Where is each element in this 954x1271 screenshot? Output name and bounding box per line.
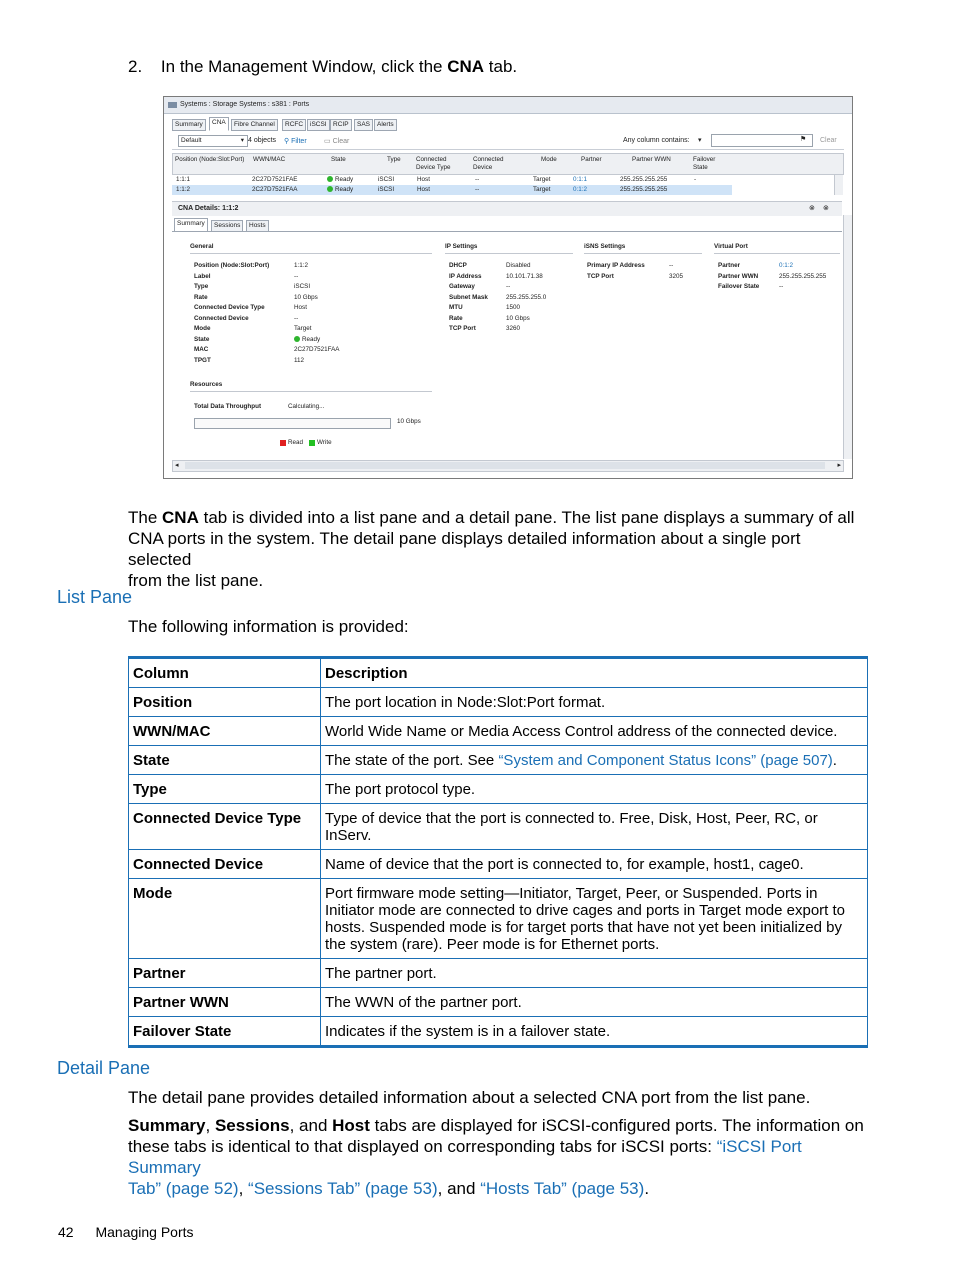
tab-fibre-channel[interactable]: Fibre Channel: [231, 119, 278, 131]
detail-scrollbar[interactable]: [172, 460, 844, 472]
row-name: Connected Device Type: [129, 804, 321, 850]
value-type: iSCSI: [294, 283, 311, 290]
table-row: [129, 959, 868, 988]
value-failover: --: [779, 283, 784, 290]
clear-label: Clear: [332, 138, 350, 145]
cell-wwn: 2C27D7521FAE: [252, 176, 298, 183]
row-name: Mode: [129, 879, 321, 959]
value-subnet: 255.255.255.0: [506, 293, 547, 301]
cell-state-text: Ready: [335, 186, 354, 193]
tab-cna[interactable]: CNA: [209, 117, 229, 131]
col-connected-device-type[interactable]: Connected Device Type: [416, 156, 451, 171]
intro-text-rest: tab is divided into a list pane and a detail pane. The list pane displays a summary of all: [198, 508, 855, 527]
window-titlebar: [164, 97, 852, 114]
chevron-down-icon[interactable]: ▾: [698, 137, 702, 144]
value-primary-ip: --: [669, 262, 674, 269]
value-partner-wwn: 255.255.255.255: [779, 272, 827, 280]
p2-text-2: these tabs is identical to that displayed on corresponding tabs for iSCSI ports:: [128, 1137, 717, 1156]
value-mac: 2C27D7521FAA: [294, 346, 340, 353]
table-row-selected[interactable]: [172, 185, 732, 195]
label-ip: IP Address: [449, 272, 482, 280]
resources-divider: [190, 391, 432, 392]
label-failover: Failover State: [718, 283, 760, 290]
value-ip: 10.101.71.38: [506, 272, 543, 280]
any-column-label: Any column contains:: [623, 137, 690, 144]
label-mac: MAC: [194, 346, 209, 353]
tab-sas[interactable]: SAS: [354, 119, 373, 131]
row-desc: Port firmware mode setting—Initiator, Target, Peer, or Suspended. Ports in Initiator mode are connected to drive cages and ports in Target mode export to hosts. Suspended mode is for target ports that have not yet been initialized by the system (rare). Peer mode is for Ethernet ports.: [321, 879, 868, 959]
row-name: Connected Device: [129, 850, 321, 879]
col-connected-device[interactable]: Connected Device: [473, 156, 504, 171]
iscsi-summary-link[interactable]: “iSCSI Port Summary: [128, 1137, 802, 1177]
row-desc: The WWN of the partner port.: [321, 988, 868, 1017]
cell-type: iSCSI: [378, 186, 395, 193]
header-description: Description: [321, 658, 868, 688]
cell-partner-wwn: 255.255.255.255: [620, 186, 668, 193]
label-tpgt: TPGT: [194, 356, 211, 364]
value-partner[interactable]: 0:1:2: [779, 262, 794, 269]
col-wwn[interactable]: WWN/MAC: [253, 156, 286, 163]
intro-text: The: [128, 508, 163, 527]
search-icon[interactable]: ⚑: [800, 136, 807, 143]
table-row: [129, 879, 868, 959]
label-isns-port: TCP Port: [587, 272, 614, 280]
cell-partner[interactable]: 0:1:1: [573, 176, 588, 183]
read-legend-swatch: [280, 440, 286, 446]
value-tcp-port: 3260: [506, 325, 521, 332]
clear-button[interactable]: [324, 137, 349, 145]
p2-end: .: [644, 1179, 650, 1198]
row-name: Failover State: [129, 1017, 321, 1047]
step-bold: CNA: [447, 57, 485, 76]
detail-tab-summary[interactable]: Summary: [174, 218, 208, 232]
step-text-after: tab.: [484, 57, 518, 76]
value-mode: Target: [294, 325, 312, 332]
label-cd: Connected Device: [194, 314, 249, 322]
value-cd: --: [294, 314, 299, 322]
cell-cdt: Host: [417, 186, 430, 193]
cell-state: [327, 185, 353, 195]
row-name: Partner WWN: [129, 988, 321, 1017]
p2-line-2: [128, 1136, 873, 1178]
write-legend-label: Write: [317, 439, 332, 446]
eraser-icon: ▭: [324, 138, 331, 145]
col-mode[interactable]: Mode: [541, 156, 557, 163]
cell-state: [327, 175, 353, 185]
value-ip-rate: 10 Gbps: [506, 314, 530, 322]
col-failover-state[interactable]: Failover State: [693, 156, 716, 171]
cell-mode: Target: [533, 186, 551, 193]
list-scrollbar[interactable]: [834, 175, 843, 195]
intro-line-3: from the list pane.: [128, 571, 264, 590]
row-desc: The port protocol type.: [321, 775, 868, 804]
chevron-down-icon: ▾: [240, 137, 244, 144]
row-desc-end: .: [832, 752, 837, 769]
ip-divider: [445, 253, 573, 254]
cell-cdt: Host: [417, 176, 430, 183]
value-dhcp: Disabled: [506, 262, 531, 269]
cell-cd: --: [475, 186, 480, 193]
row-name: State: [129, 746, 321, 775]
throughput-bar: [194, 418, 391, 429]
p2-sep: , and: [437, 1179, 481, 1198]
general-labels: [194, 261, 269, 366]
label-state: State: [194, 335, 210, 343]
ready-icon: [327, 176, 333, 182]
table-row[interactable]: [172, 175, 842, 185]
collapse-icon[interactable]: ⊗: [823, 205, 829, 212]
row-desc: Type of device that the port is connected to. Free, Disk, Host, Peer, RC, or InServ.: [321, 804, 868, 850]
value-label: --: [294, 272, 299, 280]
isns-divider: [584, 253, 702, 254]
intro-line-1: [128, 507, 868, 528]
page-footer: [58, 1224, 194, 1240]
label-cdt: Connected Device Type: [194, 304, 265, 311]
tab-rcfc[interactable]: RCFC: [282, 119, 306, 131]
intro-paragraph: [128, 507, 868, 591]
status-icons-link[interactable]: “System and Component Status Icons” (page 507): [498, 752, 833, 769]
throughput-label: Total Data Throughput: [194, 403, 262, 410]
cell-wwn: 2C27D7521FAA: [252, 186, 298, 193]
throughput-value: Calculating...: [288, 403, 325, 410]
filter-select-value: Default: [181, 137, 202, 144]
storage-icon: [168, 101, 177, 109]
throughput-scale: 10 Gbps: [397, 418, 421, 425]
value-state: [294, 335, 340, 346]
row-desc: [321, 746, 868, 775]
label-label: Label: [194, 272, 211, 280]
label-tcp-port: TCP Port: [449, 325, 476, 332]
table-row: [129, 850, 868, 879]
list-pane-lead: The following information is provided:: [128, 617, 409, 636]
col-partner-wwn[interactable]: Partner WWN: [632, 156, 671, 163]
filter-button[interactable]: [284, 137, 307, 145]
table-row: [129, 775, 868, 804]
row-name: Position: [129, 688, 321, 717]
table-row: [129, 688, 868, 717]
cell-position: 1:1:1: [176, 176, 191, 183]
cell-mode: Target: [533, 176, 551, 183]
label-gateway: Gateway: [449, 283, 475, 290]
virtual-labels: [718, 261, 759, 293]
label-partner: Partner: [718, 262, 741, 269]
value-cdt: Host: [294, 304, 307, 311]
management-window-screenshot: [163, 96, 853, 479]
ip-values: [506, 261, 546, 335]
col-partner[interactable]: Partner: [581, 156, 602, 163]
filter-label: Filter: [291, 138, 307, 145]
settings-icon[interactable]: ⊗: [809, 205, 815, 212]
page-number: 42: [58, 1224, 74, 1240]
table-row: [129, 746, 868, 775]
list-header: [172, 153, 844, 175]
search-input[interactable]: [711, 134, 813, 147]
virtual-port-title: Virtual Port: [714, 243, 748, 250]
col-position[interactable]: Position (Node:Slot:Port): [175, 156, 245, 163]
ip-labels: [449, 261, 488, 335]
general-divider: [190, 253, 432, 254]
virtual-values: [779, 261, 826, 293]
list-toolbar: [172, 131, 844, 150]
col-state[interactable]: State: [331, 156, 346, 163]
scroll-thumb[interactable]: [185, 462, 825, 469]
table-row: [129, 804, 868, 850]
p2-bold-sessions: Sessions: [214, 1116, 290, 1135]
col-type[interactable]: Type: [387, 156, 401, 163]
filter-icon: ⚲: [284, 138, 290, 145]
row-desc: The partner port.: [321, 959, 868, 988]
value-isns-port: 3205: [669, 272, 684, 280]
value-mtu: 1500: [506, 304, 521, 311]
row-desc: Name of device that the port is connected to, for example, host1, cage0.: [321, 850, 868, 879]
clear-search-button[interactable]: Clear: [820, 137, 837, 144]
row-name: WWN/MAC: [129, 717, 321, 746]
iscsi-summary-link-cont[interactable]: Tab” (page 52): [128, 1179, 239, 1198]
detail-pane-p1: The detail pane provides detailed information about a selected CNA port from the list pane.: [128, 1088, 811, 1107]
label-partner-wwn: Partner WWN: [718, 272, 759, 280]
window-title: Systems : Storage Systems : s381 : Ports: [180, 101, 310, 108]
label-mode: Mode: [194, 325, 211, 332]
value-gateway: --: [506, 283, 511, 290]
label-type: Type: [194, 283, 209, 290]
virtual-divider: [714, 253, 840, 254]
detail-vscrollbar[interactable]: [843, 215, 852, 459]
table-header-row: [129, 658, 868, 688]
p2-text: tabs are displayed for iSCSI-configured ports. The information on: [369, 1116, 864, 1135]
p2-sep: ,: [205, 1116, 215, 1135]
table-row: [129, 717, 868, 746]
tab-iscsi[interactable]: iSCSI: [307, 119, 330, 131]
sessions-tab-link[interactable]: “Sessions Tab” (page 53): [248, 1179, 438, 1198]
label-rate: Rate: [194, 293, 208, 301]
write-legend-swatch: [309, 440, 315, 446]
cell-cd: --: [475, 176, 480, 183]
general-values: [294, 261, 340, 366]
ready-icon: [327, 186, 333, 192]
read-legend-label: Read: [288, 439, 304, 446]
tab-alerts[interactable]: Alerts: [374, 119, 397, 131]
tab-summary[interactable]: Summary: [172, 119, 206, 131]
step-2: [128, 56, 517, 77]
cell-partner-wwn: 255.255.255.255: [620, 176, 668, 183]
p2-line-1: [128, 1115, 873, 1136]
label-ip-rate: Rate: [449, 314, 463, 322]
label-position: Position (Node:Slot:Port): [194, 262, 270, 269]
value-position: 1:1:2: [294, 262, 309, 269]
cell-partner[interactable]: 0:1:2: [573, 186, 588, 193]
value-state-text: Ready: [302, 335, 321, 343]
value-rate: 10 Gbps: [294, 293, 318, 301]
details-header: [172, 201, 842, 216]
column-description-table: [128, 656, 868, 1048]
row-desc-text: The state of the port. See: [325, 752, 499, 769]
label-dhcp: DHCP: [449, 262, 467, 269]
row-name: Partner: [129, 959, 321, 988]
row-name: Type: [129, 775, 321, 804]
step-number: 2.: [128, 57, 143, 76]
filter-select[interactable]: [178, 135, 248, 147]
p2-bold-summary: Summary: [128, 1116, 206, 1135]
isns-labels: [587, 261, 645, 282]
table-row: [129, 1017, 868, 1047]
hosts-tab-link[interactable]: “Hosts Tab” (page 53): [480, 1179, 645, 1198]
footer-title: Managing Ports: [95, 1224, 194, 1240]
p2-line-3: [128, 1178, 873, 1199]
tab-rcip[interactable]: RCIP: [330, 119, 352, 131]
cell-type: iSCSI: [378, 176, 395, 183]
label-subnet: Subnet Mask: [449, 293, 488, 301]
row-desc: World Wide Name or Media Access Control address of the connected device.: [321, 717, 868, 746]
p2-bold-host: Host: [332, 1116, 370, 1135]
general-title: General: [190, 243, 214, 250]
label-mtu: MTU: [449, 304, 463, 311]
scroll-left-icon[interactable]: ◂: [175, 462, 179, 469]
resources-title: Resources: [190, 381, 223, 388]
p2-sep: ,: [238, 1179, 249, 1198]
object-count: 4 objects: [248, 137, 277, 144]
step-text: In the Management Window, click the: [160, 57, 448, 76]
isns-values: [669, 261, 683, 282]
label-primary-ip: Primary IP Address: [587, 262, 645, 269]
cell-state-text: Ready: [335, 176, 354, 183]
ready-icon: [294, 336, 300, 342]
cell-position: 1:1:2: [176, 186, 191, 193]
intro-line-2: CNA ports in the system. The detail pane displays detailed information about a single port selected: [128, 529, 801, 569]
row-desc: The port location in Node:Slot:Port format.: [321, 688, 868, 717]
details-title: CNA Details: 1:1:2: [178, 205, 239, 212]
scroll-right-icon[interactable]: ▸: [837, 462, 841, 469]
table-row: [129, 988, 868, 1017]
detail-pane-p2: [128, 1115, 873, 1199]
detail-tab-sessions[interactable]: Sessions: [211, 220, 243, 232]
detail-divider: [172, 231, 842, 232]
detail-tab-hosts[interactable]: Hosts: [246, 220, 269, 232]
ip-settings-title: IP Settings: [445, 243, 478, 250]
header-column: Column: [129, 658, 321, 688]
isns-title: iSNS Settings: [584, 243, 626, 250]
detail-pane-heading: Detail Pane: [57, 1058, 151, 1078]
value-tpgt: 112: [294, 356, 305, 364]
p2-sep: , and: [289, 1116, 333, 1135]
list-pane-heading: List Pane: [57, 587, 133, 607]
cell-failover: -: [694, 176, 697, 183]
row-desc: Indicates if the system is in a failover state.: [321, 1017, 868, 1047]
intro-bold: CNA: [162, 508, 199, 527]
